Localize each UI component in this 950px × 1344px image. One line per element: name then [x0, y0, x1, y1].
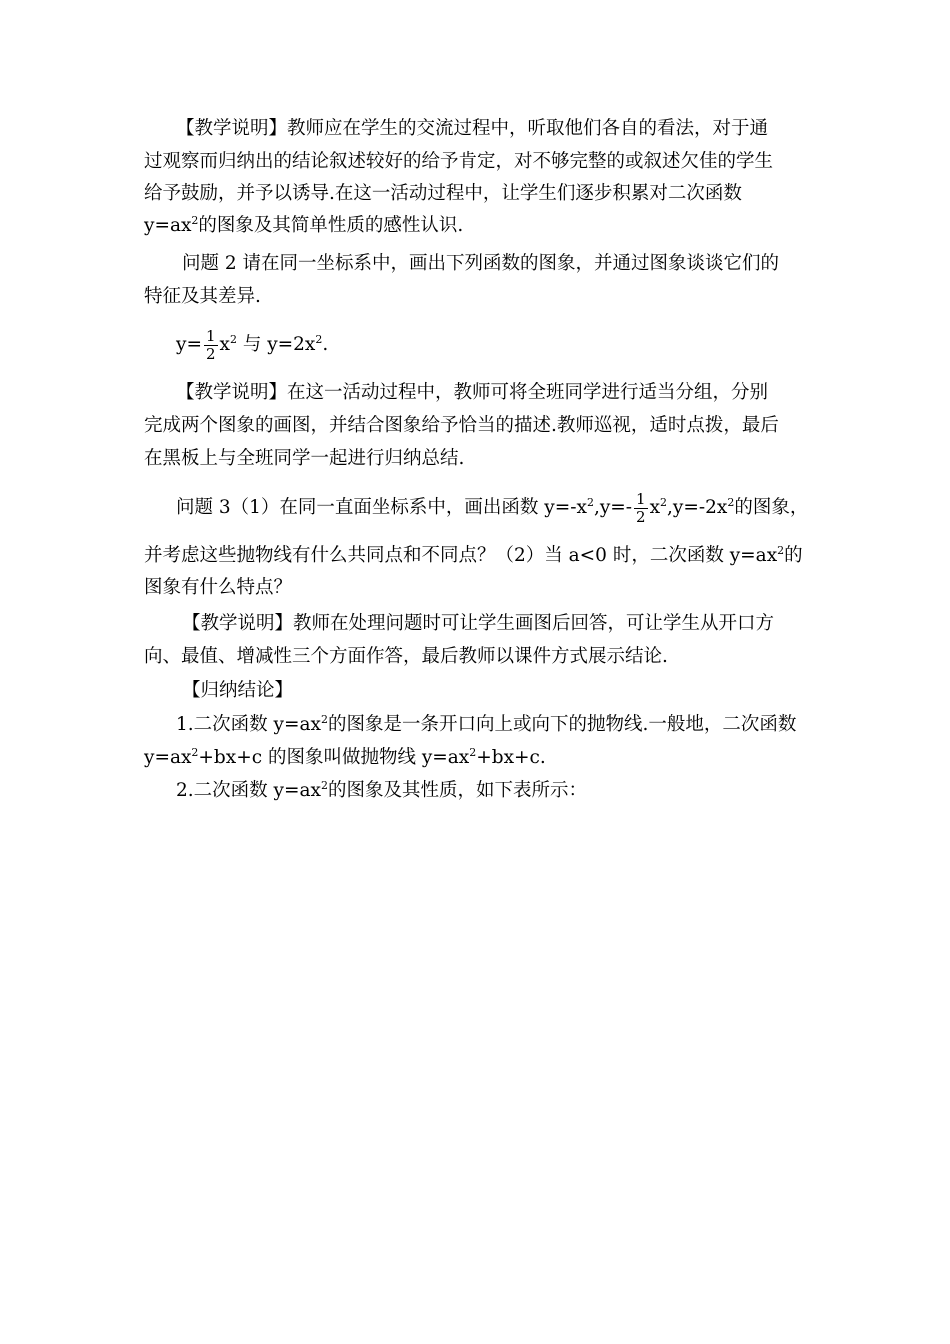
paragraph-1-line-1: 【教学说明】教师应在学生的交流过程中，听取他们各自的看法，对于通: [176, 118, 769, 139]
paragraph-3-line-1: 【教学说明】教师在处理问题时可让学生画图后回答，可让学生从开口方: [182, 613, 775, 634]
conclusion-heading: 【归纳结论】: [182, 680, 294, 701]
question-3-line-3: 图象有什么特点？: [144, 577, 293, 598]
conclusion-item-1-line-1: 1.二次函数 $y=ax^2$的图象是一条开口向上或向下的抛物线.一般地，二次函数: [176, 713, 797, 735]
question-2-line-2: 特征及其差异.: [144, 286, 261, 307]
paragraph-1-line-4: $y=ax^2$的图象及其简单性质的感性认识.: [144, 214, 464, 236]
paragraph-1-line-3: 给予鼓励，并予以诱导.在这一活动过程中，让学生们逐步积累对二次函数: [144, 183, 742, 204]
paragraph-2-line-3: 在黑板上与全班同学一起进行归纳总结.: [144, 448, 465, 469]
question-3-line-2: 并考虑这些抛物线有什么共同点和不同点？（2）当 a<0 时，二次函数 $y=ax^2$的: [144, 544, 803, 566]
paragraph-2-line-1: 【教学说明】在这一活动过程中，教师可将全班同学进行适当分组，分别: [176, 382, 769, 403]
fraction-one-half: $\frac{1}{2}$: [205, 326, 216, 363]
question-2-line-1: 问题 2 请在同一坐标系中，画出下列函数的图象，并通过图象谈谈它们的: [182, 253, 780, 274]
formula-line: y= $\frac{1}{2}$ $x^2$ 与 $y=2x^2$.: [176, 326, 329, 363]
paragraph-2-line-2: 完成两个图象的画图，并结合图象给予恰当的描述.教师巡视，适时点拨，最后: [144, 415, 779, 436]
fraction-one-half: $\frac{1}{2}$: [636, 489, 646, 526]
paragraph-3-line-2: 向、最值、增减性三个方面作答，最后教师以课件方式展示结论.: [144, 646, 668, 667]
paragraph-1-line-2: 过观察而归纳出的结论叙述较好的给予肯定，对不够完整的或叙述欠佳的学生: [144, 151, 774, 172]
conclusion-item-2: 2.二次函数 $y=ax^2$的图象及其性质，如下表所示：: [176, 779, 587, 801]
question-3-line-1: 问题 3（1）在同一直面坐标系中，画出函数 $y=-x^2,y=-$ $\frac{1}{2}$ $x^2,y=-2x^2$的图象，: [176, 489, 809, 526]
conclusion-item-1-line-2: $y=ax^2+bx+c$ 的图象叫做抛物线 $y=ax^2+bx+c$.: [144, 746, 546, 768]
